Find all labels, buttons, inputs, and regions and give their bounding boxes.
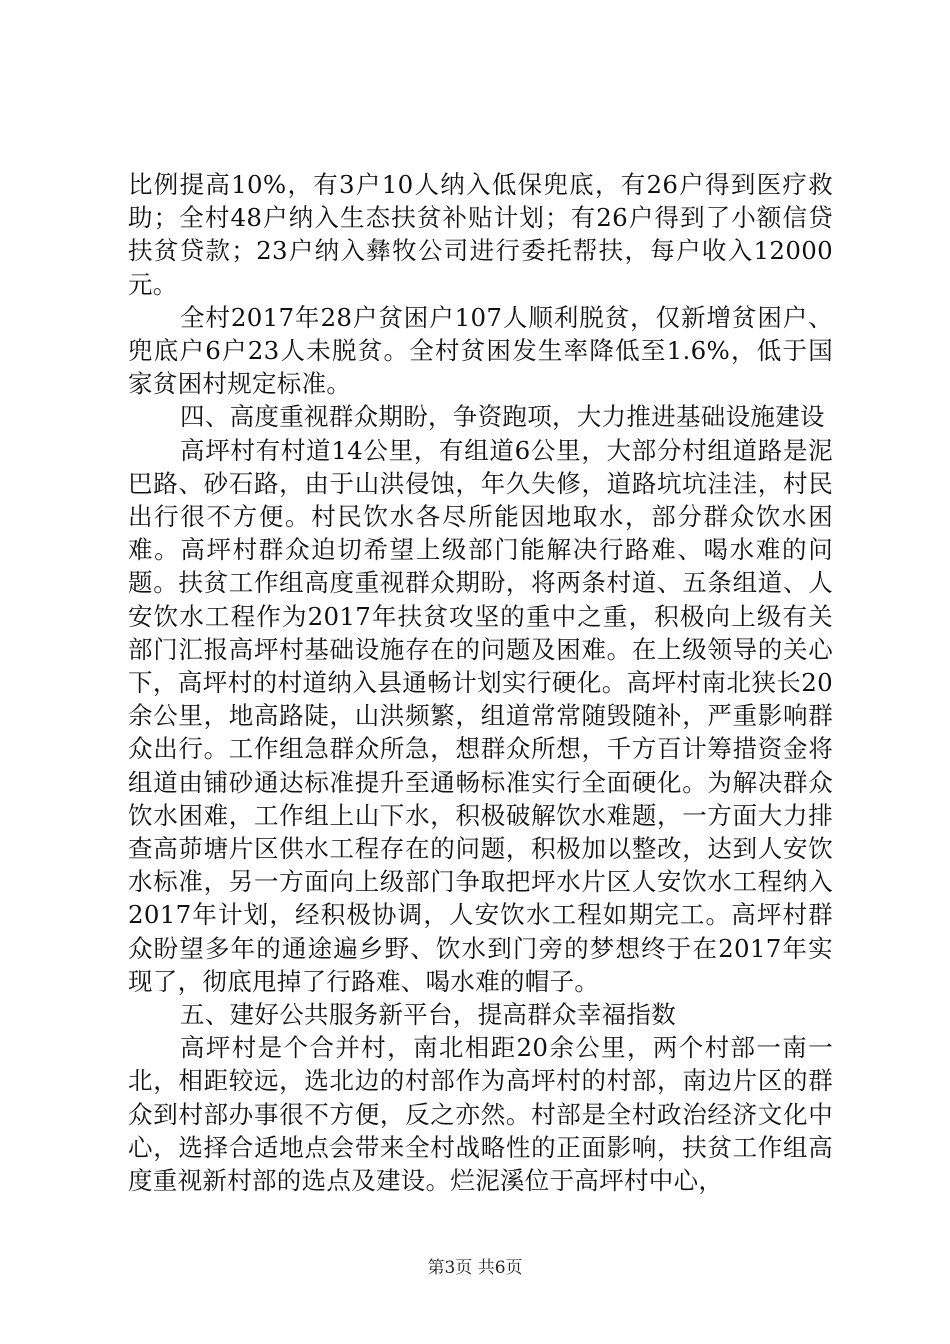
section-heading-5: 五、建好公共服务新平台，提高群众幸福指数 — [180, 1000, 676, 1030]
paragraph-continuation: 比例提高10%，有3户10人纳入低保兜底，有26户得到医疗救助；全村48户纳入生态扶贫补贴计划；有26户得到了小额信贷扶贫贷款；23户纳入彝牧公司进行委托帮扶，每户收入12000元。 — [128, 170, 833, 299]
document-body — [128, 168, 833, 1197]
section-heading-4: 四、高度重视群众期盼，争资跑项，大力推进基础设施建设 — [180, 402, 825, 432]
paragraph-public-service: 高坪村是个合并村，南北相距20余公里，两个村部一南一北，相距较远，选北边的村部作为高坪村的村部，南边片区的群众到村部办事很不方便，反之亦然。村部是全村政治经济文化中心，选择合适地点会带来全村战略性的正面影响，扶贫工作组高度重视新村部的选点及建设。烂泥溪位于高坪村中心， — [128, 1033, 833, 1196]
paragraph-infrastructure: 高坪村有村道14公里，有组道6公里，大部分村组道路是泥巴路、砂石路，由于山洪侵蚀，年久失修，道路坑坑洼洼，村民出行很不方便。村民饮水各尽所能因地取水，部分群众饮水困难。高坪村群众迫切希望上级部门能解决行路难、喝水难的问题。扶贫工作组高度重视群众期盼，将两条村道、五条组道、人安饮水工程作为2017年扶贫攻坚的重中之重，积极向上级有关部门汇报高坪村基础设施存在的问题及困难。在上级领导的关心下，高坪村的村道纳入县通畅计划实行硬化。高坪村南北狭长20余公里，地高路陡，山洪频繁，组道常常随毁随补，严重影响群众出行。工作组急群众所急，想群众所想，千方百计筹措资金将组道由铺砂通达标准提升至通畅标准实行全面硬化。为解决群众饮水困难，工作组上山下水，积极破解饮水难题，一方面大力排查高茆塘片区供水工程存在的问题，积极加以整改，达到人安饮水标准，另一方面向上级部门争取把坪水片区人安饮水工程纳入2017年计划，经积极协调，人安饮水工程如期完工。高坪村群众盼望多年的通途遍乡野、饮水到门旁的梦想终于在2017年实现了，彻底甩掉了行路难、喝水难的帽子。 — [128, 435, 833, 996]
page-number-footer: 第3页 共6页 — [427, 1258, 523, 1278]
paragraph-poverty-result: 全村2017年28户贫困户107人顺利脱贫，仅新增贫困户、兜底户6户23人未脱贫。全村贫困发生率降低至1.6%，低于国家贫困村规定标准。 — [128, 302, 833, 399]
